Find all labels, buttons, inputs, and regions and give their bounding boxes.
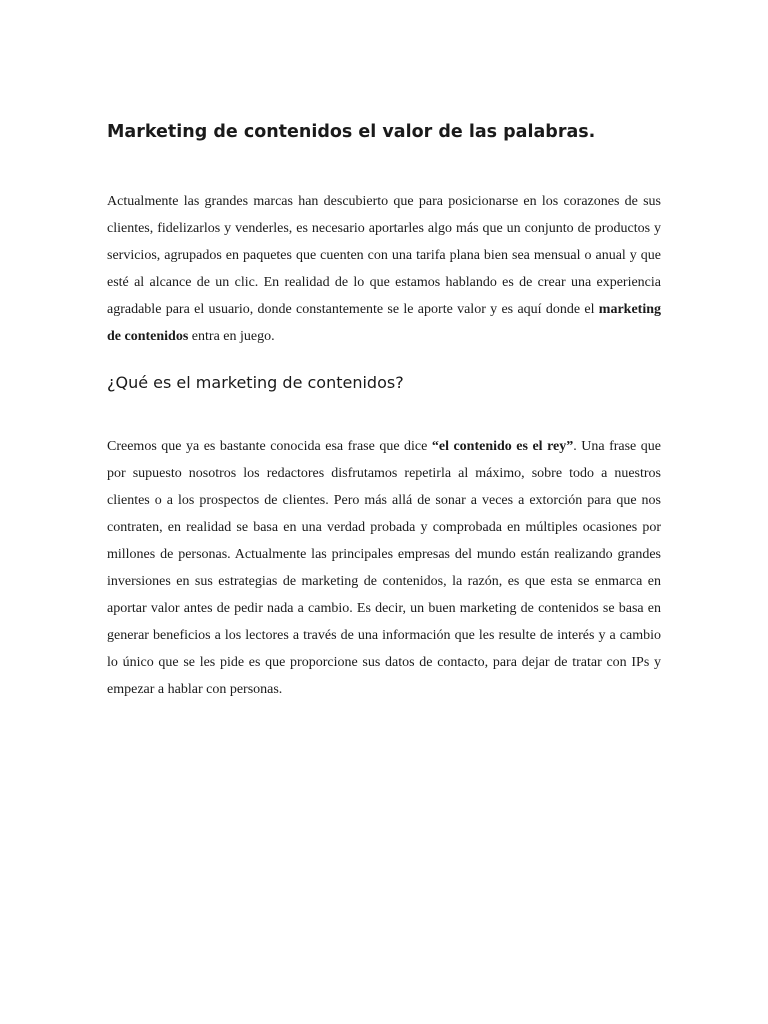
section-paragraph-text: Creemos que ya es bastante conocida esa frase que dice [107, 439, 432, 454]
section-heading: ¿Qué es el marketing de contenidos? [107, 373, 404, 392]
section-paragraph-bold: “el contenido es el rey” [431, 439, 574, 454]
intro-paragraph-end: entra en juego. [188, 329, 275, 344]
intro-paragraph-text: Actualmente las grandes marcas han descubierto que para posicionarse en los corazones de sus clientes, fidelizarlos y venderles, es necesario aportarles algo más que un conjunto de productos y servicios, agrupados en paquetes que cuenten con una tarifa plana bien sea mensual o anual y que esté al alcance de un clic. En realidad de lo que estamos hablando es de crear una experiencia agradable para el usuario, donde constantemente se le aporte valor y es aquí donde el [107, 194, 661, 317]
section-paragraph [107, 433, 661, 703]
intro-paragraph-bold: marketing de contenidos [107, 302, 661, 344]
document-content [107, 119, 661, 703]
intro-paragraph [107, 188, 661, 350]
section-paragraph-end: . Una frase que por supuesto nosotros los redactores disfrutamos repetirla al máximo, sobre todo a nuestros clientes o a los prospectos de clientes. Pero más allá de sonar a veces a extorción para que nos contraten, en realidad se basa en una verdad probada y comprobada en múltiples ocasiones por millones de personas. Actualmente las principales empresas del mundo están realizando grandes inversiones en sus estrategias de marketing de contenidos, la razón, es que esta se enmarca en aportar valor antes de pedir nada a cambio. Es decir, un buen marketing de contenidos se basa en generar beneficios a los lectores a través de una información que les resulte de interés y a cambio lo único que se les pide es que proporcione sus datos de contacto, para dejar de tratar con IPs y empezar a hablar con personas. [107, 439, 661, 697]
document-title: Marketing de contenidos el valor de las palabras. [107, 122, 596, 142]
